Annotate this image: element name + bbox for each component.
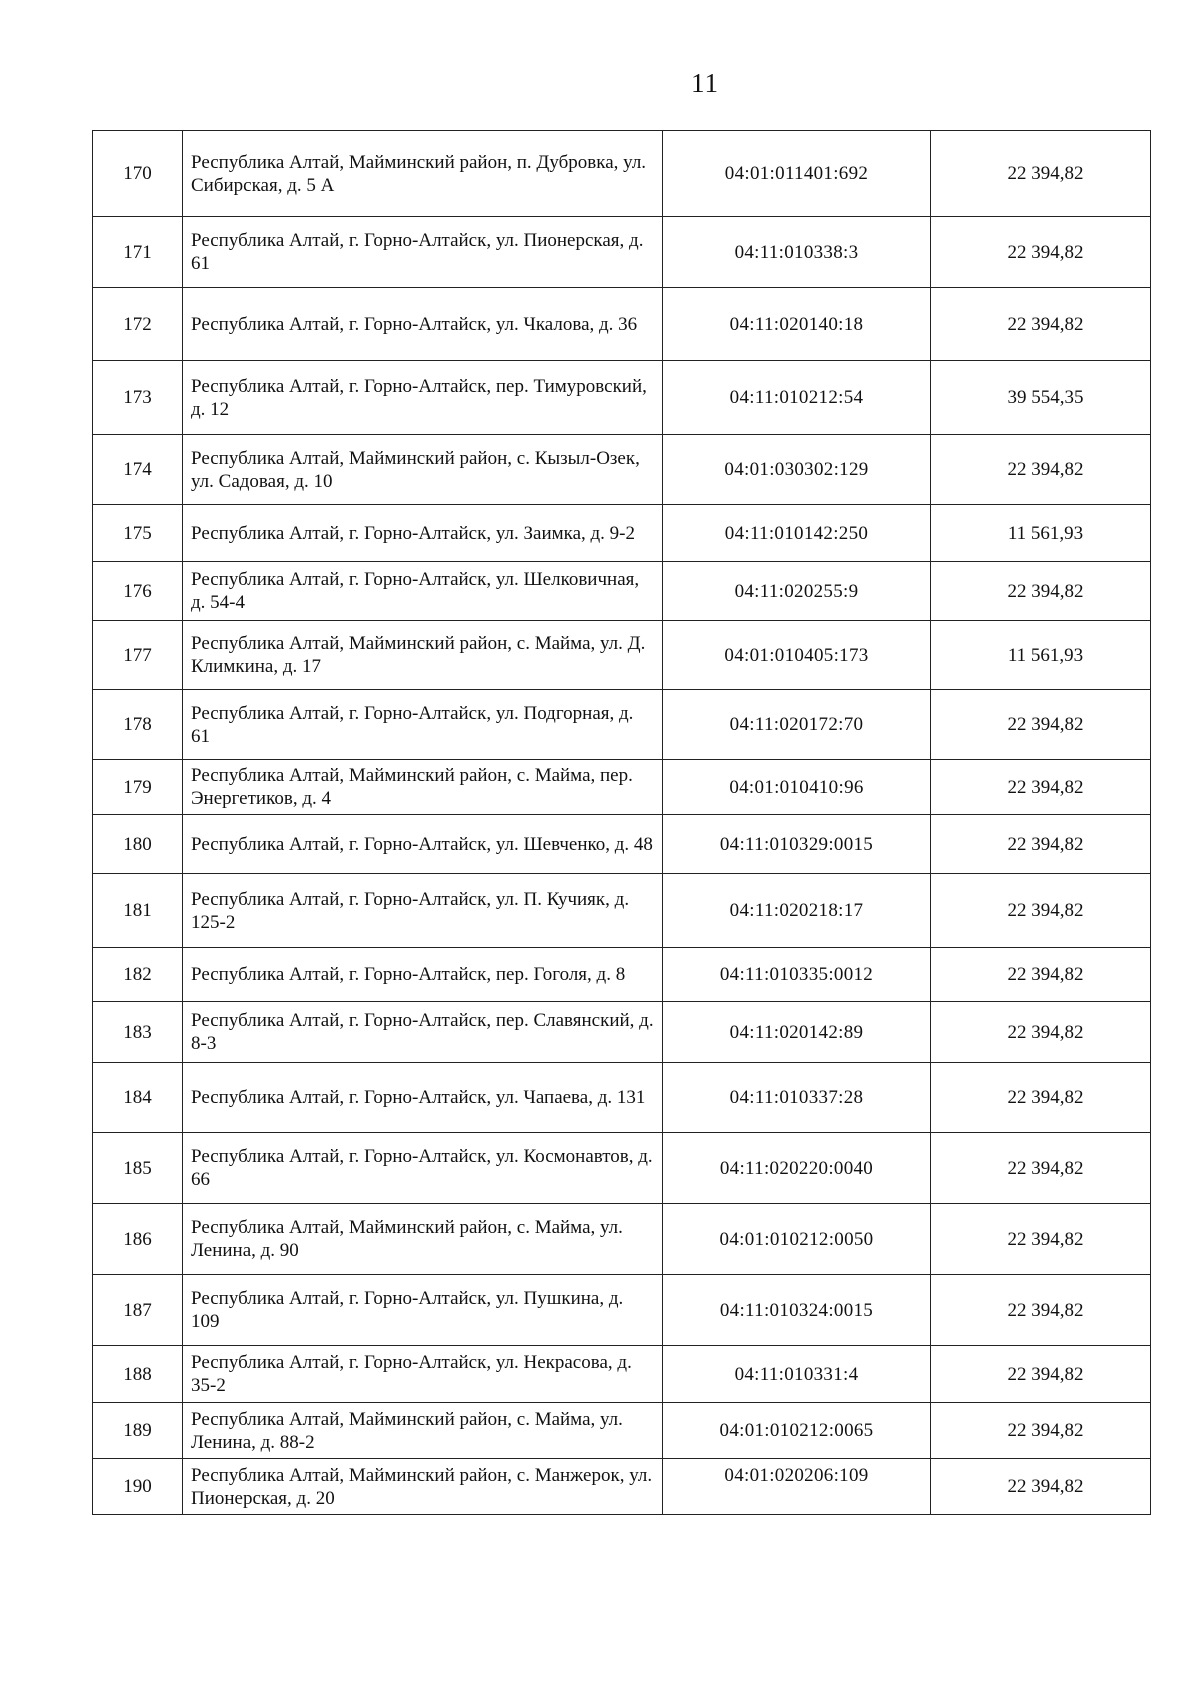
- page-number: 11: [691, 68, 719, 98]
- amount-cell: 22 394,82: [931, 1346, 1151, 1403]
- table-row: [93, 131, 1151, 217]
- table-row: [93, 1002, 1151, 1063]
- table-row: [93, 690, 1151, 760]
- table-row: [93, 815, 1151, 874]
- address-cell: Республика Алтай, г. Горно-Алтайск, ул. Заимка, д. 9-2: [183, 505, 663, 562]
- cadastral-number-cell: 04:11:020218:17: [663, 874, 931, 948]
- cadastral-number-cell: 04:11:010212:54: [663, 361, 931, 435]
- amount-cell: 22 394,82: [931, 815, 1151, 874]
- cadastral-number-cell: 04:01:010405:173: [663, 621, 931, 690]
- row-number: 190: [93, 1459, 183, 1515]
- address-cell: Республика Алтай, Майминский район, с. Майма, ул. Д. Климкина, д. 17: [183, 621, 663, 690]
- amount-cell: 22 394,82: [931, 131, 1151, 217]
- table-row: [93, 1346, 1151, 1403]
- row-number: 179: [93, 760, 183, 815]
- table-row: [93, 760, 1151, 815]
- address-cell: Республика Алтай, Майминский район, с. Кызыл-Озек, ул. Садовая, д. 10: [183, 435, 663, 505]
- table-row: [93, 217, 1151, 288]
- row-number: 181: [93, 874, 183, 948]
- amount-cell: 22 394,82: [931, 288, 1151, 361]
- amount-cell: 22 394,82: [931, 1133, 1151, 1204]
- row-number: 170: [93, 131, 183, 217]
- row-number: 183: [93, 1002, 183, 1063]
- cadastral-number-cell: 04:11:010324:0015: [663, 1275, 931, 1346]
- amount-cell: 22 394,82: [931, 1459, 1151, 1515]
- amount-cell: 22 394,82: [931, 1403, 1151, 1459]
- address-cell: Республика Алтай, г. Горно-Алтайск, ул. Пушкина, д. 109: [183, 1275, 663, 1346]
- table-row: [93, 1133, 1151, 1204]
- cadastral-number-cell: 04:11:020142:89: [663, 1002, 931, 1063]
- cadastral-number-cell: 04:01:010410:96: [663, 760, 931, 815]
- cadastral-number-cell: 04:01:030302:129: [663, 435, 931, 505]
- address-cell: Республика Алтай, Майминский район, п. Дубровка, ул. Сибирская, д. 5 А: [183, 131, 663, 217]
- row-number: 175: [93, 505, 183, 562]
- address-cell: Республика Алтай, г. Горно-Алтайск, ул. Некрасова, д. 35-2: [183, 1346, 663, 1403]
- row-number: 173: [93, 361, 183, 435]
- cadastral-number-cell: 04:11:010335:0012: [663, 948, 931, 1002]
- row-number: 176: [93, 562, 183, 621]
- address-cell: Республика Алтай, г. Горно-Алтайск, ул. Космонавтов, д. 66: [183, 1133, 663, 1204]
- address-cell: Республика Алтай, Майминский район, с. Майма, ул. Ленина, д. 88-2: [183, 1403, 663, 1459]
- row-number: 188: [93, 1346, 183, 1403]
- row-number: 186: [93, 1204, 183, 1275]
- cadastral-number-cell: 04:01:020206:109: [663, 1459, 931, 1515]
- table-row: [93, 1403, 1151, 1459]
- address-cell: Республика Алтай, г. Горно-Алтайск, ул. Шевченко, д. 48: [183, 815, 663, 874]
- row-number: 182: [93, 948, 183, 1002]
- address-cell: Республика Алтай, г. Горно-Алтайск, пер. Гоголя, д. 8: [183, 948, 663, 1002]
- table-row: [93, 621, 1151, 690]
- table-row: [93, 435, 1151, 505]
- cadastral-number-cell: 04:11:010337:28: [663, 1063, 931, 1133]
- row-number: 172: [93, 288, 183, 361]
- cadastral-number-cell: 04:11:010142:250: [663, 505, 931, 562]
- row-number: 187: [93, 1275, 183, 1346]
- amount-cell: 22 394,82: [931, 435, 1151, 505]
- address-cell: Республика Алтай, Майминский район, с. Майма, пер. Энергетиков, д. 4: [183, 760, 663, 815]
- amount-cell: 22 394,82: [931, 1063, 1151, 1133]
- address-cell: Республика Алтай, г. Горно-Алтайск, пер. Славянский, д. 8-3: [183, 1002, 663, 1063]
- row-number: 177: [93, 621, 183, 690]
- row-number: 178: [93, 690, 183, 760]
- table-row: [93, 1275, 1151, 1346]
- amount-cell: 22 394,82: [931, 874, 1151, 948]
- cadastral-number-cell: 04:11:020220:0040: [663, 1133, 931, 1204]
- table-row: [93, 1063, 1151, 1133]
- row-number: 189: [93, 1403, 183, 1459]
- row-number: 171: [93, 217, 183, 288]
- address-cell: Республика Алтай, г. Горно-Алтайск, ул. Чкалова, д. 36: [183, 288, 663, 361]
- amount-cell: 22 394,82: [931, 1275, 1151, 1346]
- address-cell: Республика Алтай, Майминский район, с. Манжерок, ул. Пионерская, д. 20: [183, 1459, 663, 1515]
- cadastral-number-cell: 04:11:020255:9: [663, 562, 931, 621]
- cadastral-number-cell: 04:11:020172:70: [663, 690, 931, 760]
- row-number: 180: [93, 815, 183, 874]
- address-cell: Республика Алтай, г. Горно-Алтайск, ул. Чапаева, д. 131: [183, 1063, 663, 1133]
- amount-cell: 39 554,35: [931, 361, 1151, 435]
- table-row: [93, 874, 1151, 948]
- amount-cell: 22 394,82: [931, 948, 1151, 1002]
- address-cell: Республика Алтай, Майминский район, с. Майма, ул. Ленина, д. 90: [183, 1204, 663, 1275]
- cadastral-number-cell: 04:01:011401:692: [663, 131, 931, 217]
- amount-cell: 22 394,82: [931, 1002, 1151, 1063]
- table-row: [93, 288, 1151, 361]
- address-cell: Республика Алтай, г. Горно-Алтайск, ул. Пионерская, д. 61: [183, 217, 663, 288]
- table-row: [93, 1459, 1151, 1515]
- table-row: [93, 1204, 1151, 1275]
- row-number: 184: [93, 1063, 183, 1133]
- amount-cell: 22 394,82: [931, 217, 1151, 288]
- amount-cell: 22 394,82: [931, 760, 1151, 815]
- address-cell: Республика Алтай, г. Горно-Алтайск, ул. Подгорная, д. 61: [183, 690, 663, 760]
- cadastral-number-cell: 04:01:010212:0065: [663, 1403, 931, 1459]
- address-cell: Республика Алтай, г. Горно-Алтайск, ул. Шелковичная, д. 54-4: [183, 562, 663, 621]
- cadastral-number-cell: 04:11:020140:18: [663, 288, 931, 361]
- cadastral-number-cell: 04:11:010338:3: [663, 217, 931, 288]
- amount-cell: 22 394,82: [931, 562, 1151, 621]
- address-cell: Республика Алтай, г. Горно-Алтайск, пер. Тимуровский, д. 12: [183, 361, 663, 435]
- amount-cell: 11 561,93: [931, 505, 1151, 562]
- amount-cell: 11 561,93: [931, 621, 1151, 690]
- row-number: 174: [93, 435, 183, 505]
- amount-cell: 22 394,82: [931, 1204, 1151, 1275]
- property-table: [92, 130, 1151, 1515]
- amount-cell: 22 394,82: [931, 690, 1151, 760]
- table-row: [93, 505, 1151, 562]
- table-row: [93, 948, 1151, 1002]
- cadastral-number-cell: 04:01:010212:0050: [663, 1204, 931, 1275]
- row-number: 185: [93, 1133, 183, 1204]
- cadastral-number-cell: 04:11:010331:4: [663, 1346, 931, 1403]
- table-row: [93, 361, 1151, 435]
- address-cell: Республика Алтай, г. Горно-Алтайск, ул. П. Кучияк, д. 125-2: [183, 874, 663, 948]
- cadastral-number-cell: 04:11:010329:0015: [663, 815, 931, 874]
- table-row: [93, 562, 1151, 621]
